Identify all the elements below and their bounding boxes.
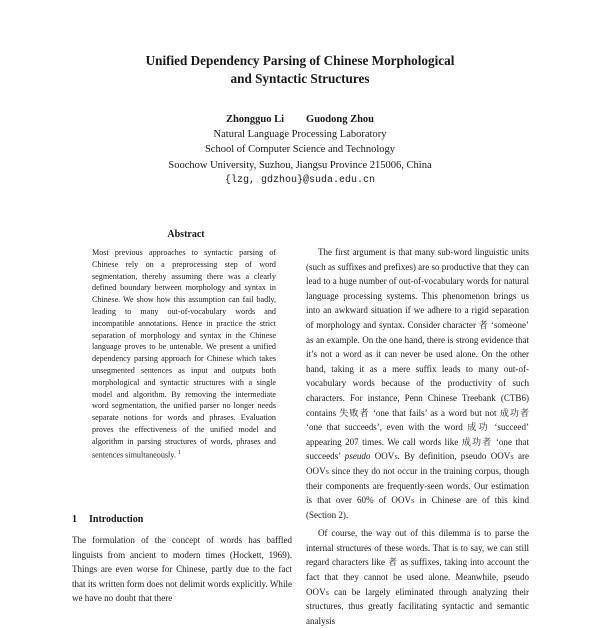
acronym-oovs: OOVs	[490, 451, 514, 462]
abstract-heading: Abstract	[167, 229, 205, 240]
text-run: ‘someone’ as an example. On the one hand, there is strong evidence that it’s not a word as it can never be used alone. On the other hand, taking it as a mere suffix leads to many out-of-vocabulary words because of the productivity of such characters. For instance, Penn Chinese Treebank (	[306, 319, 529, 403]
text-run: ‘one that fails’ as a word but not	[369, 407, 500, 418]
chinese-char: 者	[387, 557, 398, 568]
chinese-word: 失败者	[339, 407, 370, 418]
chinese-char: 者	[478, 319, 489, 330]
term-pseudo: pseudo	[344, 451, 371, 462]
footnote-mark: 1	[177, 449, 181, 456]
text-run: ‘succeed’ appearing 207 times. We call words like	[306, 422, 529, 447]
paper-title	[0, 52, 600, 88]
right-column	[306, 245, 529, 628]
affiliation-line-2: School of Computer Science and Technology	[204, 144, 396, 156]
chinese-word: 成功	[467, 422, 490, 433]
author-2: Guodong Zhou	[306, 114, 375, 125]
section-heading-introduction	[72, 514, 143, 525]
abstract-body	[92, 247, 276, 461]
text-run: in Chinese are of this kind (Section 2).	[306, 495, 529, 520]
text-run: as suffixes, taking into account the fact that they cannot be used alone. Meanwhile, pseudo	[306, 557, 530, 583]
text-run: ) contains	[306, 392, 529, 418]
paragraph-first-argument	[306, 245, 529, 522]
acronym-ctb6: CTB6	[503, 392, 526, 403]
author-names	[0, 112, 600, 127]
author-email: {lzg, gdzhou}@suda.edu.cn	[224, 174, 376, 186]
section-title: Introduction	[89, 514, 144, 525]
title-line-2: and Syntactic Structures	[230, 71, 370, 86]
acronym-oovs: OOVs	[374, 451, 398, 462]
text-run: The first argument is that many sub-word linguistic units (such as suffixes and prefixes) are so productive that they can lead to a huge number of out-of-vocabulary words for natural language processing systems. This phenomenon brings us into an awkward situation if we adhere to a rigid separation of morphology and syntax. Consider character	[306, 247, 529, 330]
acronym-oovs: OOVs	[306, 465, 329, 476]
chinese-word: 成功者	[499, 407, 529, 418]
title-line-1: Unified Dependency Parsing of Chinese Morphological	[145, 53, 455, 68]
affiliation-line-1: Natural Language Processing Laboratory	[213, 129, 387, 141]
text-run: since they do not occur in the training corpus, though their components are frequently-seen words. Our estimation is that over 60% of	[306, 465, 529, 506]
text-run: can be largely eliminated through analyzing their structures, thus greatly facilitating syntactic and semantic analysis	[306, 586, 529, 626]
acronym-oovs: OOVs	[306, 586, 329, 597]
author-block	[0, 112, 600, 188]
text-run: Of course, the way out of this dilemma is to parse the internal structures of these words. That is to say, we can still regard characters like	[306, 528, 529, 568]
section-number: 1	[72, 514, 77, 525]
paragraph-way-out	[306, 526, 529, 628]
introduction-body: The formulation of the concept of words has baffled linguists from ancient to modern times (Hockett, 1969). Things are even worse for Chinese, partly due to the fact that its written form does not delimit words explicitly. While we have no doubt that there	[72, 535, 292, 604]
author-1: Zhongguo Li	[225, 114, 285, 125]
affiliation-line-3: Soochow University, Suzhou, Jiangsu Province 215006, China	[168, 159, 432, 171]
text-run: . By definition, pseudo	[397, 451, 491, 462]
abstract-text: Most previous approaches to syntactic parsing of Chinese rely on a preprocessing step of word segmentation, thereby assuming there was a clearly defined boundary between morphology and syntax in Chinese. We show how this assumption can fail badly, leading to many out-of-vocabulary words and incompatible annotations. Hence in practice the strict separation of morphology and syntax in the Chinese language proves to be untenable. We present a unified dependency parsing approach for Chinese which takes unsegmented sentences as input and outputs both morphological and syntactic structures with a single model and algorithm. By removing the intermediate word segmentation, the unified parser no longer needs separate notions for words and phrases. Evaluation proves the effectiveness of the unified model and algorithm in parsing structures of words, phrases and sentences simultaneously.	[92, 248, 276, 460]
acronym-oovs: OOVs	[391, 495, 415, 506]
text-run: ‘one that succeeds’	[306, 436, 529, 462]
text-run: ‘one that succeeds’, even with the word	[306, 422, 468, 433]
text-run: are	[513, 451, 530, 462]
chinese-word: 成功者	[461, 436, 493, 447]
